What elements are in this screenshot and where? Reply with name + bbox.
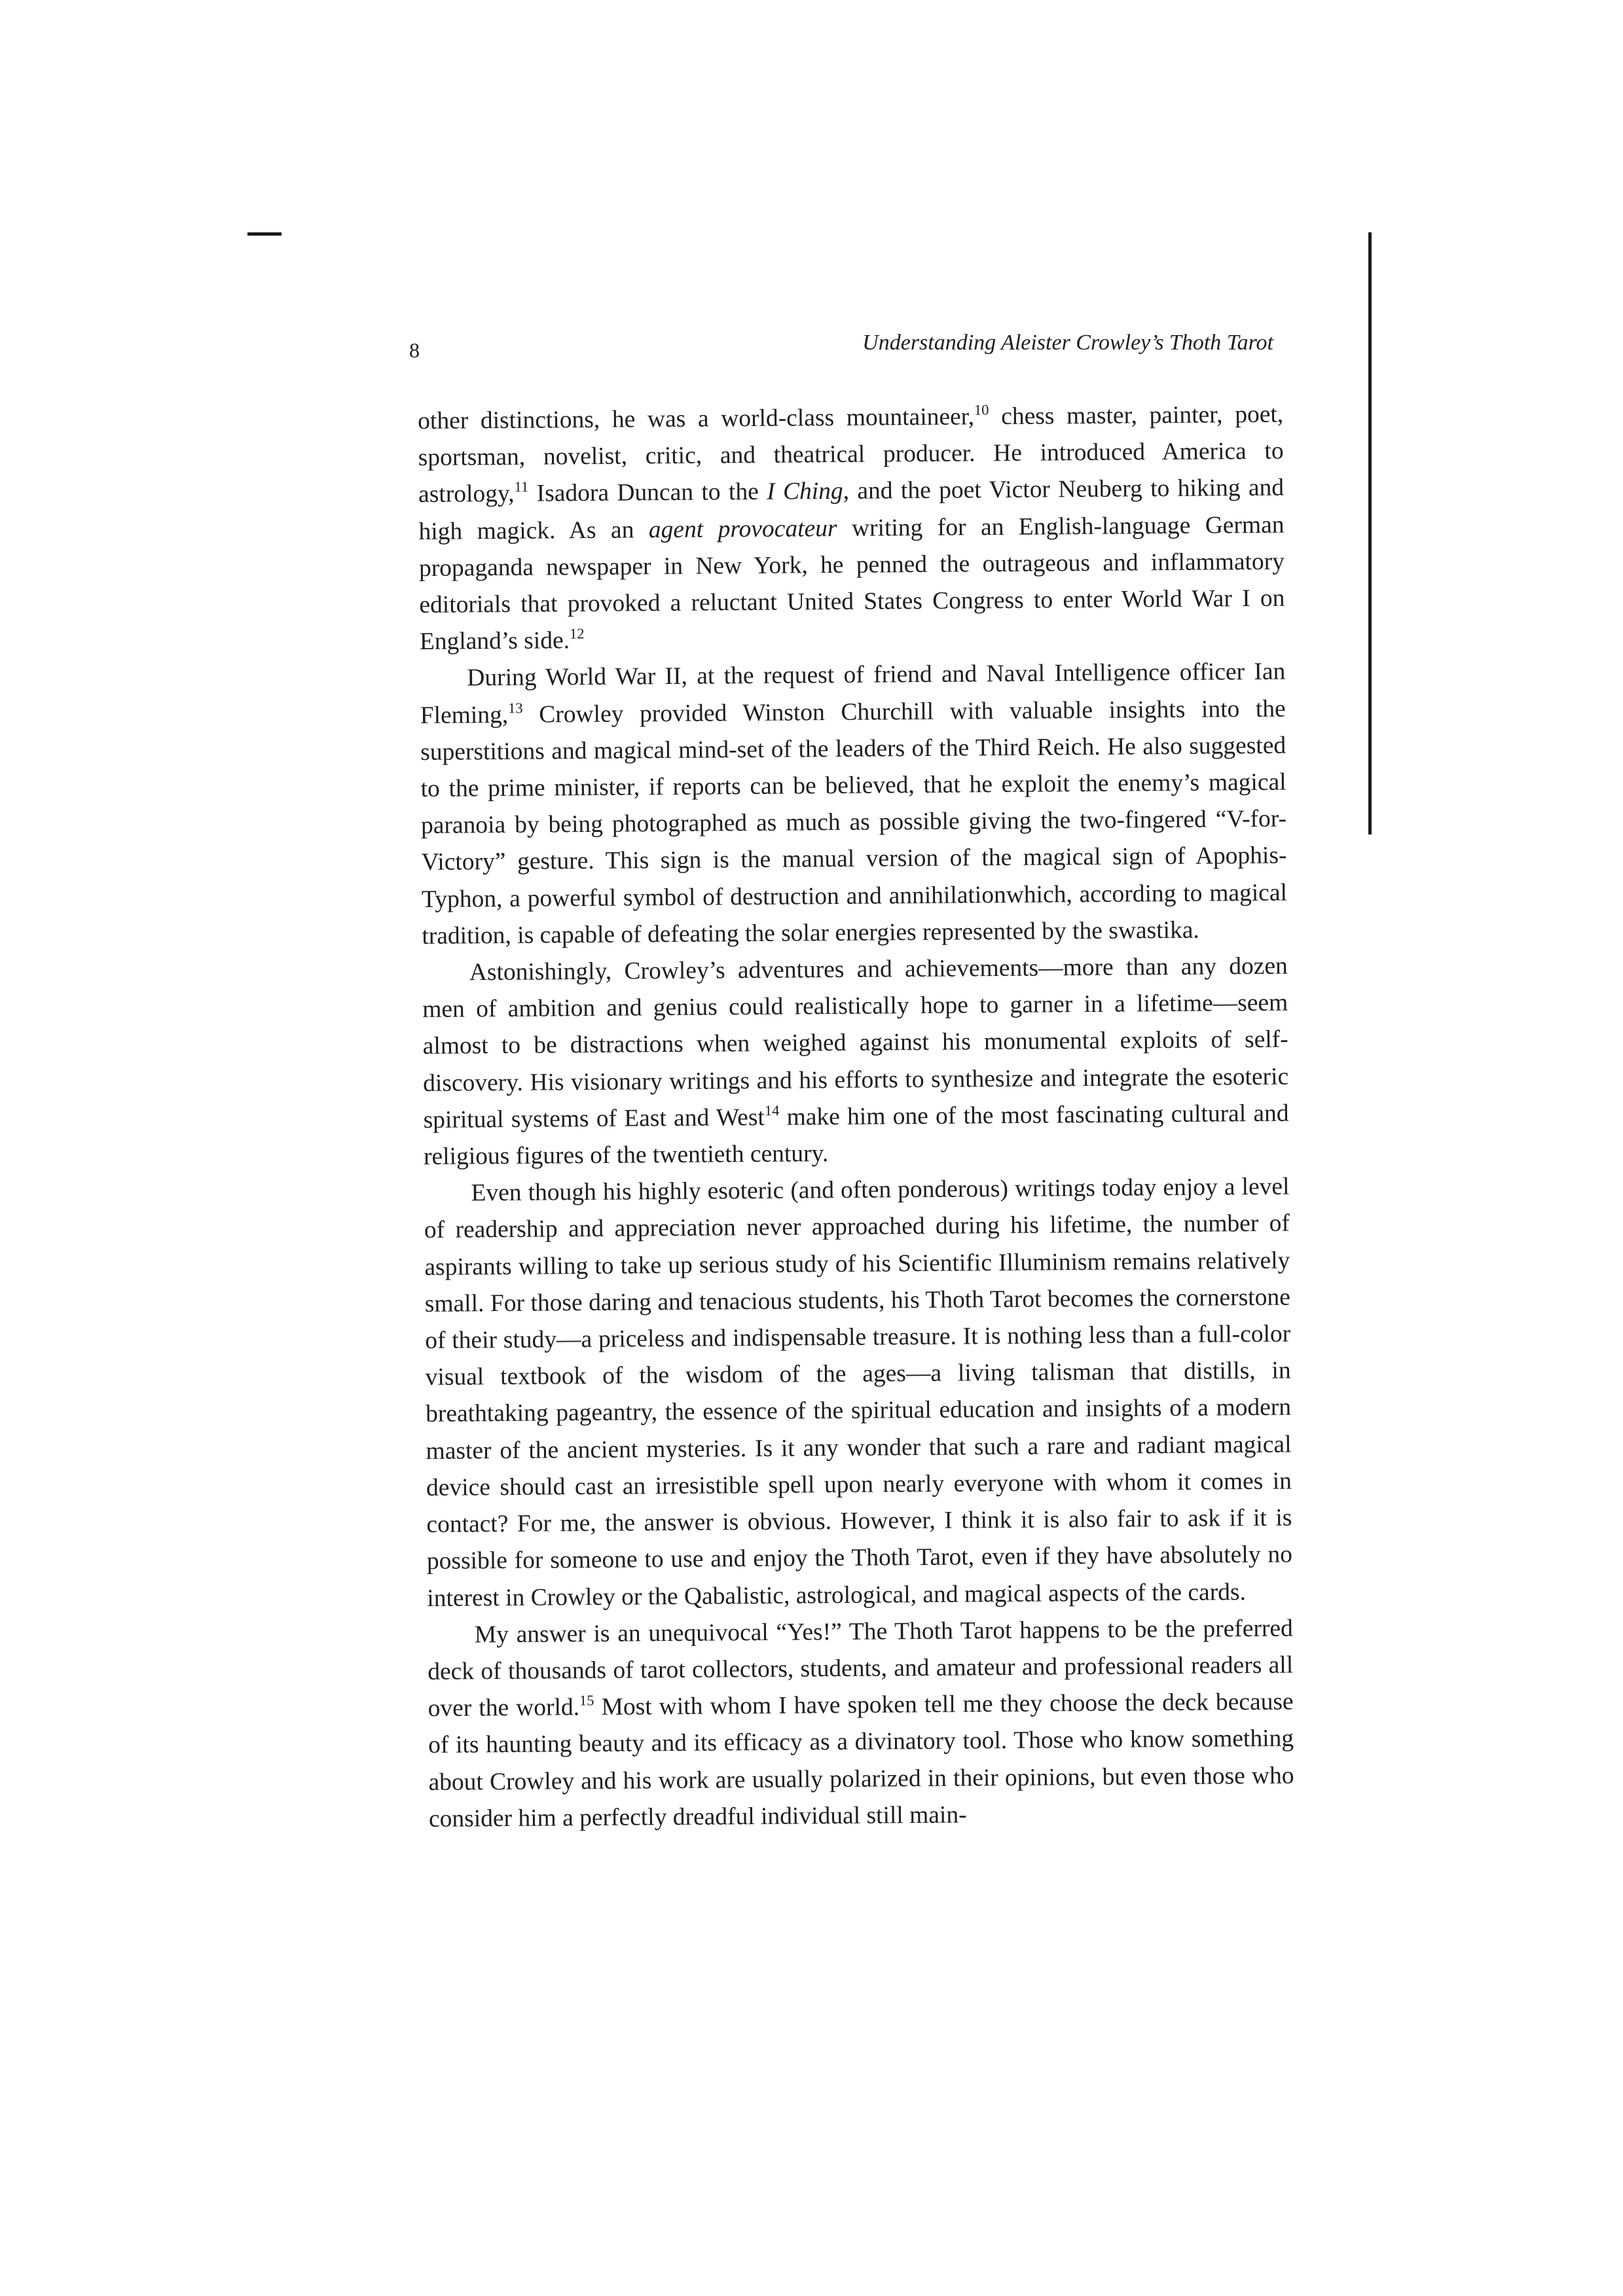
running-head-title: Understanding Aleister Crowley’s Thoth Tarot (862, 331, 1273, 355)
scan-edge-mark-right (1368, 232, 1372, 834)
footnote-ref-13: 13 (507, 699, 523, 716)
text-run: My answer is an unequivocal “Yes!” The Thoth Tarot happens to be the preferred deck of thousands of tarot collectors, students, and amateur and professional readers all over the world. (428, 1615, 1294, 1723)
body-text (418, 397, 1294, 1838)
text-run: Astonishingly, Crowley’s adventures and achievements—more than any dozen men of ambition and genius could realistically hope to garner in a lifetime—seem almost to be distractions when weighed against his monumental exploits of self-discovery. His visionary writings and his efforts to synthesize and integrate the esoteric spiritual systems of East and West (422, 952, 1289, 1134)
text-run: other distinctions, he was a world-class mountaineer, (418, 403, 975, 435)
text-run: writing for an English-language German propaganda newspaper in New York, he penned the outrageous and inflammatory editorials that provoked a reluctant United States Congress to enter World War I on England’s side. (418, 511, 1285, 656)
scan-edge-mark-left (247, 232, 282, 236)
footnote-ref-14: 14 (764, 1102, 780, 1119)
text-run: Even though his highly esoteric (and often ponderous) writings today enjoy a level of readership and appreciation never approached during his lifetime, the number of aspirants willing to take up serious study of his Scientific Illuminism remains relatively small. For those daring and tenacious students, his Thoth Tarot becomes the cornerstone of their study—a priceless and indispensable treasure. It is nothing less than a full-color visual textbook of the wisdom of the ages—a living talisman that distills, in breathtaking pageantry, the essence of the spiritual education and insights of a modern master of the ancient mysteries. Is it any wonder that such a rare and radiant magical device should cast an irresistible spell upon nearly everyone with whom it comes in contact? For me, the answer is obvious. However, I think it is also fair to ask if it is possible for someone to use and enjoy the Thoth Tarot, even if they have absolutely no interest in Crowley or the Qabalistic, astrological, and magical aspects of the cards. (424, 1173, 1293, 1612)
text-run: , and the poet Victor Neuberg to hiking and high magick. As an (418, 475, 1285, 545)
paragraph-1 (418, 397, 1285, 661)
text-run: make him one of the most fascinating cultural and religious figures of the twentieth century. (423, 1100, 1289, 1171)
paragraph-4 (424, 1169, 1292, 1617)
page-number: 8 (409, 338, 420, 362)
text-run: Crowley provided Winston Churchill with valuable insights into the superstitions and magical mind-set of the leaders of the Third Reich. He also suggested to the prime minister, if reports can be believed, that he exploit the enemy’s magical paranoia by being photographed as much as possible giving the two-fingered “V-for-Victory” gesture. This sign is the manual version of the magical sign of Apophis-Typhon, a powerful symbol of destruction and annihilationwhich, according to magical tradition, is capable of defeating the solar energies represented by the swastika. (420, 695, 1288, 950)
italic-agent-provocateur: agent provocateur (648, 514, 837, 543)
footnote-ref-12: 12 (569, 625, 585, 642)
footnote-ref-10: 10 (974, 401, 989, 418)
text-run: Most with whom I have spoken tell me they choose the deck because of its haunting beauty and its efficacy as a divinatory tool. Those who know something about Crowley and his work are usually polarized in their opinions, but even those who consider him a perfectly dreadful individual still main- (428, 1688, 1294, 1833)
paragraph-2 (420, 654, 1287, 955)
text-run: Isadora Duncan to the (528, 478, 767, 508)
running-head (409, 331, 1273, 365)
footnote-ref-11: 11 (514, 478, 529, 495)
text-run: chess master, painter, poet, sportsman, novelist, critic, and theatrical producer. He introduced America to astrology, (418, 401, 1284, 509)
footnote-ref-15: 15 (579, 1692, 594, 1709)
text-run: During World War II, at the request of friend and Naval Intelligence officer Ian Fleming, (420, 658, 1286, 729)
paragraph-5 (428, 1610, 1295, 1838)
italic-i-ching: I Ching (766, 478, 843, 506)
paragraph-3 (422, 948, 1290, 1176)
